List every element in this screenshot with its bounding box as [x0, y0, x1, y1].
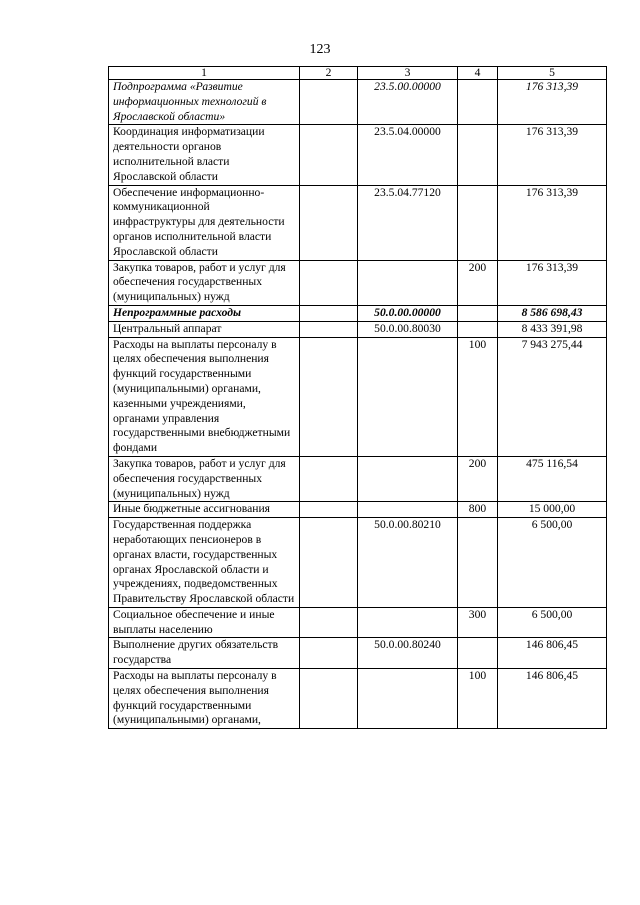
row-name-cell: Центральный аппарат: [109, 321, 300, 337]
row-code-cell: 23.5.04.77120: [358, 185, 458, 260]
row-code-cell: 50.0.00.80210: [358, 518, 458, 608]
row-col2-cell: [300, 337, 358, 456]
row-col2-cell: [300, 607, 358, 638]
row-amount-cell: 15 000,00: [498, 502, 607, 518]
header-cell-2: 2: [300, 67, 358, 80]
row-type-cell: 200: [458, 456, 498, 501]
row-amount-cell: 176 313,39: [498, 185, 607, 260]
row-amount-cell: 6 500,00: [498, 607, 607, 638]
page-number: 123: [309, 42, 331, 57]
row-col2-cell: [300, 80, 358, 125]
row-code-cell: [358, 260, 458, 305]
row-name-cell: Обеспечение информационно-коммуникационной инфраструктуры для деятельности органов исполнительной власти Ярославской области: [109, 185, 300, 260]
row-type-cell: 100: [458, 669, 498, 729]
table-row: [109, 337, 607, 456]
row-code-cell: 50.0.00.00000: [358, 305, 458, 321]
row-col2-cell: [300, 518, 358, 608]
row-col2-cell: [300, 125, 358, 185]
row-type-cell: [458, 80, 498, 125]
row-name-cell: Непрограммные расходы: [109, 305, 300, 321]
row-type-cell: [458, 518, 498, 608]
row-amount-cell: 146 806,45: [498, 638, 607, 669]
header-cell-3: 3: [358, 67, 458, 80]
row-type-cell: 100: [458, 337, 498, 456]
row-col2-cell: [300, 456, 358, 501]
row-code-cell: [358, 669, 458, 729]
table-header-row: [109, 67, 607, 80]
row-amount-cell: 176 313,39: [498, 125, 607, 185]
row-type-cell: 800: [458, 502, 498, 518]
row-type-cell: [458, 638, 498, 669]
row-name-cell: Государственная поддержка неработающих пенсионеров в органах власти, государственных органах Ярославской области и учреждениях, подведомственных Правительству Ярославской области: [109, 518, 300, 608]
row-amount-cell: 7 943 275,44: [498, 337, 607, 456]
table-row: [109, 125, 607, 185]
row-amount-cell: 6 500,00: [498, 518, 607, 608]
row-amount-cell: 475 116,54: [498, 456, 607, 501]
row-code-cell: [358, 337, 458, 456]
row-name-cell: Иные бюджетные ассигнования: [109, 502, 300, 518]
row-amount-cell: 176 313,39: [498, 260, 607, 305]
row-col2-cell: [300, 305, 358, 321]
row-name-cell: Социальное обеспечение и иные выплаты населению: [109, 607, 300, 638]
row-amount-cell: 146 806,45: [498, 669, 607, 729]
row-col2-cell: [300, 669, 358, 729]
row-amount-cell: 176 313,39: [498, 80, 607, 125]
header-cell-1: 1: [109, 67, 300, 80]
row-name-cell: Расходы на выплаты персоналу в целях обеспечения выполнения функций государственными (муниципальными) органами,: [109, 669, 300, 729]
table-row: [109, 321, 607, 337]
header-cell-4: 4: [458, 67, 498, 80]
row-name-cell: Закупка товаров, работ и услуг для обеспечения государственных (муниципальных) нужд: [109, 456, 300, 501]
row-name-cell: Закупка товаров, работ и услуг для обеспечения государственных (муниципальных) нужд: [109, 260, 300, 305]
table-row: [109, 518, 607, 608]
row-code-cell: [358, 502, 458, 518]
row-type-cell: [458, 321, 498, 337]
table-row: [109, 80, 607, 125]
row-type-cell: [458, 305, 498, 321]
row-name-cell: Координация информатизации деятельности органов исполнительной власти Ярославской области: [109, 125, 300, 185]
row-type-cell: [458, 185, 498, 260]
row-name-cell: Расходы на выплаты персоналу в целях обеспечения выполнения функций государственными (муниципальными) органами, казенными учреждениями, органами управления государственными внебюджетными фондами: [109, 337, 300, 456]
row-code-cell: 50.0.00.80240: [358, 638, 458, 669]
row-code-cell: 23.5.04.00000: [358, 125, 458, 185]
table-row: [109, 260, 607, 305]
budget-table: [108, 66, 607, 729]
row-col2-cell: [300, 185, 358, 260]
row-code-cell: [358, 456, 458, 501]
row-type-cell: 300: [458, 607, 498, 638]
row-code-cell: [358, 607, 458, 638]
row-col2-cell: [300, 260, 358, 305]
row-name-cell: Выполнение других обязательств государства: [109, 638, 300, 669]
row-col2-cell: [300, 638, 358, 669]
table-row: [109, 305, 607, 321]
table-row: [109, 638, 607, 669]
row-code-cell: 23.5.00.00000: [358, 80, 458, 125]
row-amount-cell: 8 586 698,43: [498, 305, 607, 321]
row-type-cell: [458, 125, 498, 185]
row-col2-cell: [300, 502, 358, 518]
header-cell-5: 5: [498, 67, 607, 80]
table-row: [109, 502, 607, 518]
table-row: [109, 456, 607, 501]
table-row: [109, 607, 607, 638]
row-name-cell: Подпрограмма «Развитие информационных технологий в Ярославской области»: [109, 80, 300, 125]
row-type-cell: 200: [458, 260, 498, 305]
row-amount-cell: 8 433 391,98: [498, 321, 607, 337]
row-code-cell: 50.0.00.80030: [358, 321, 458, 337]
table-row: [109, 185, 607, 260]
row-col2-cell: [300, 321, 358, 337]
table-row: [109, 669, 607, 729]
